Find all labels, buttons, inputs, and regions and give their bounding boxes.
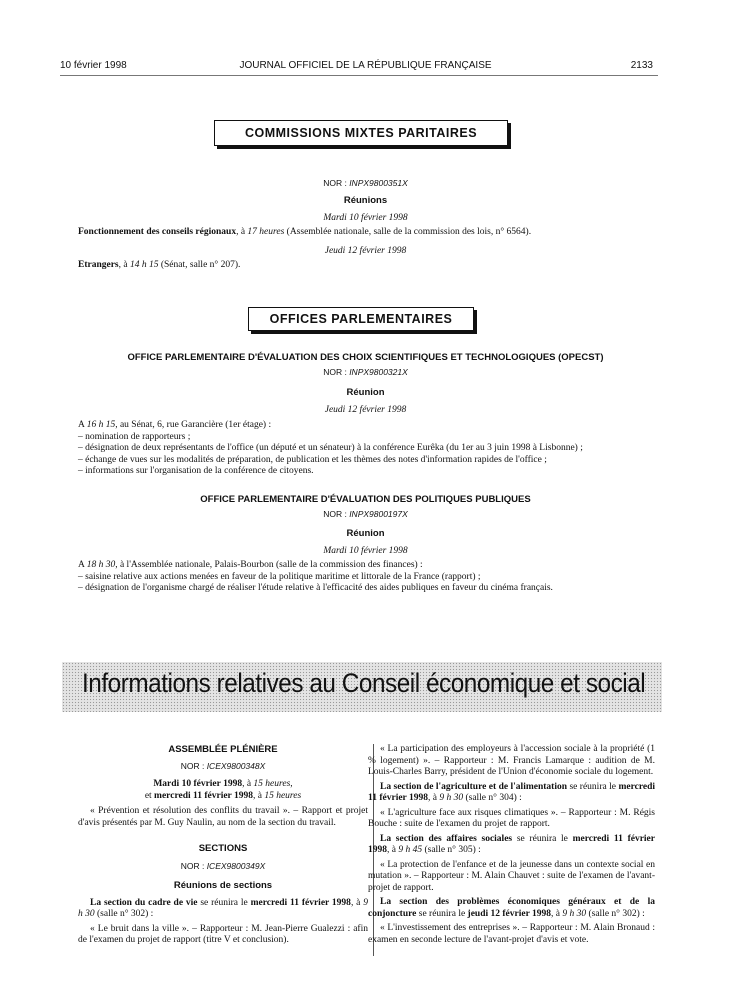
nor-line-opepp: NOR : INPX9800197X	[323, 509, 408, 519]
heading-reunions-sections: Réunions de sections	[173, 880, 273, 891]
pleniere-date-1: Mardi 10 février 1998, à 15 heures,	[153, 779, 293, 789]
pleniere-text: « Prévention et résolution des conflits du travail ». – Rapport et projet d'avis présentés par M. Guy Naulin, au nom de la section du travail.	[78, 806, 368, 828]
section-problemes-economiques: La section des problèmes économiques généraux et de la conjoncture se réunira le jeudi 12 février 1998, à 9 h 30 (salle n° 302) :	[368, 897, 655, 919]
heading-reunions: Réunions	[343, 195, 388, 206]
date-opepp: Mardi 10 février 1998	[323, 546, 408, 556]
section-affaires-sociales: La section des affaires sociales se réunira le mercredi 11 février 1998, à 9 h 45 (salle n° 305) :	[368, 833, 655, 855]
opecst-intro: A 16 h 15, au Sénat, 6, rue Garancière (1er étage) :	[78, 420, 272, 430]
opepp-agenda	[78, 560, 668, 595]
section-affaires-sociales-text: « La protection de l'enfance et de la jeunesse dans un contexte social en mutation ». – Rapporteur : M. Alain Chauvet : suite de l'examen de l'avant-projet de rapport.	[368, 859, 655, 893]
section-title-offices: OFFICES PARLEMENTAIRES	[248, 307, 474, 331]
opecst-agenda	[78, 420, 668, 478]
section-cadre-de-vie-text-2: « La participation des employeurs à l'accession sociale à la propriété (1 % logement) ». – Rapporteur : M. Francis Lamarque : audition de M. Louis-Charles Barry, président de l'Union d'économie sociale du logement.	[368, 744, 655, 777]
list-item: – désignation de deux représentants de l'office (un député et un sénateur) à la conférence Eurêka (du 1er au 3 juin 1998 à Lisbonne) ;	[78, 443, 668, 455]
section-agriculture-text: « L'agriculture face aux risques climatiques ». – Rapporteur : M. Régis Bouche : suite de l'examen du projet de rapport.	[368, 807, 655, 829]
ces-right-column	[368, 744, 655, 949]
list-item: – saisine relative aux actions menées en faveur de la politique maritime et littorale de la France (rapport) ;	[78, 572, 668, 584]
section-title-cmp: COMMISSIONS MIXTES PARITAIRES	[214, 120, 508, 146]
header-journal-title: JOURNAL OFFICIEL DE LA RÉPUBLIQUE FRANÇAISE	[239, 60, 492, 71]
ces-banner-title: Informations relatives au Conseil économique et social	[82, 668, 646, 698]
pleniere-date-2: et mercredi 11 février 1998, à 15 heures	[144, 790, 302, 801]
opepp-intro: A 18 h 30, à l'Assemblée nationale, Palais-Bourbon (salle de la commission des finances) :	[78, 560, 423, 570]
header-rule	[60, 75, 658, 76]
cmp-item-conseils-regionaux: Fonctionnement des conseils régionaux, à 17 heures (Assemblée nationale, salle de la commission des lois, n° 6564).	[78, 227, 532, 237]
sections-title: SECTIONS	[198, 843, 248, 854]
opepp-items	[78, 572, 668, 595]
section-problemes-economiques-text: « L'investissement des entreprises ». – Rapporteur : M. Alain Bronaud : examen en seconde lecture de l'avant-projet d'avis et vote.	[368, 923, 655, 945]
opecst-items	[78, 432, 668, 478]
heading-reunion-opecst: Réunion	[346, 387, 385, 398]
nor-line-sections: NOR : ICEX9800349X	[180, 860, 266, 871]
list-item: – informations sur l'organisation de la conférence de citoyens.	[78, 466, 668, 478]
section-agriculture: La section de l'agriculture et de l'alimentation se réunira le mercredi 11 février 1998, à 9 h 30 (salle n° 304) :	[368, 781, 656, 803]
date-mardi-10: Mardi 10 février 1998	[323, 213, 408, 223]
list-item: – désignation de l'organisme chargé de réaliser l'étude relative à l'efficacité des aides publiques en faveur du cinéma français.	[78, 583, 668, 595]
nor-line-pleniere: NOR : ICEX9800348X	[180, 760, 266, 771]
pleniere-title: ASSEMBLÉE PLÉNIÈRE	[168, 744, 278, 755]
date-opecst: Jeudi 12 février 1998	[324, 405, 407, 415]
header-page-number: 2133	[630, 60, 653, 71]
list-item: – échange de vues sur les modalités de préparation, de publication et les thèmes des notes d'information rapides de l'office ;	[78, 455, 668, 467]
nor-line-cmp: NOR : INPX9800351X	[323, 178, 408, 188]
section-cadre-de-vie: La section du cadre de vie se réunira le mercredi 11 février 1998, à 9 h 30 (salle n° 302) :	[78, 897, 368, 919]
list-item: – nomination de rapporteurs ;	[78, 432, 668, 444]
ces-banner	[62, 662, 662, 712]
heading-reunion-opepp: Réunion	[346, 528, 385, 539]
section-cadre-de-vie-text: « Le bruit dans la ville ». – Rapporteur : M. Jean-Pierre Gualezzi : afin de l'examen du projet de rapport (titre V et conclusion).	[78, 923, 368, 945]
ces-left-column	[78, 744, 368, 950]
nor-line-opecst: NOR : INPX9800321X	[323, 367, 408, 377]
opepp-title: OFFICE PARLEMENTAIRE D'ÉVALUATION DES POLITIQUES PUBLIQUES	[200, 494, 531, 505]
cmp-item-etrangers: Etrangers, à 14 h 15 (Sénat, salle n° 207).	[78, 260, 241, 270]
header-date: 10 février 1998	[60, 60, 127, 71]
date-jeudi-12: Jeudi 12 février 1998	[324, 246, 407, 256]
opecst-title: OFFICE PARLEMENTAIRE D'ÉVALUATION DES CHOIX SCIENTIFIQUES ET TECHNOLOGIQUES (OPECST)	[127, 352, 604, 363]
